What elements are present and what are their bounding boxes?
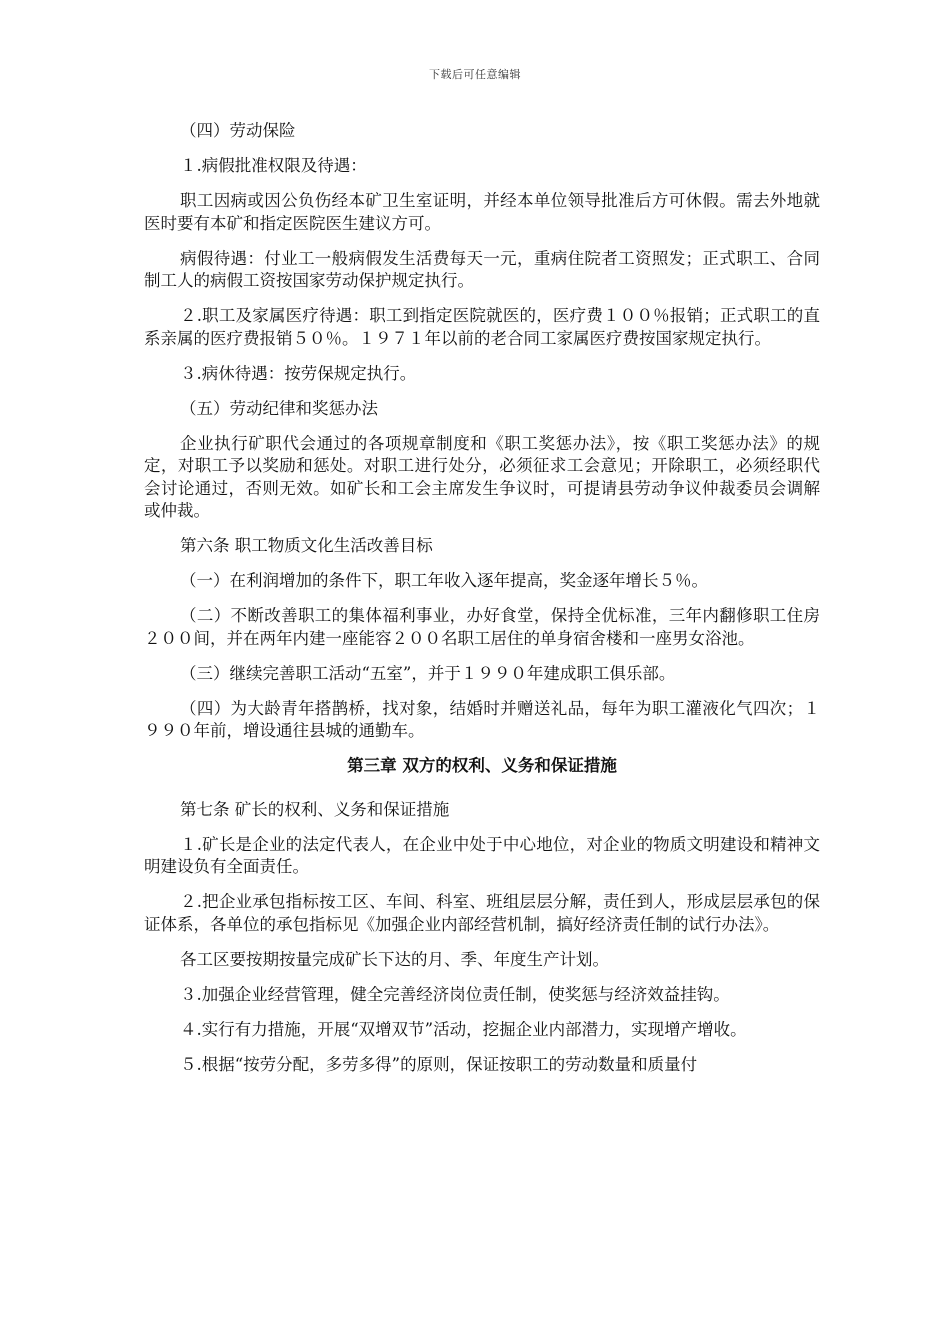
paragraph: 各工区要按期按量完成矿长下达的月、季、年度生产计划。 [180, 949, 609, 969]
list-item: （四）为大龄青年搭鹊桥，找对象，结婚时并赠送礼品，每年为职工灌液化气四次；１９９０年前，增设通往县城的通勤车。 [144, 698, 820, 740]
paragraph: 病假待遇：付业工一般病假发生活费每天一元，重病住院者工资照发；正式职工、合同制工人的病假工资按国家劳动保护规定执行。 [144, 248, 820, 290]
list-item: ５.根据“按劳分配，多劳多得”的原则，保证按职工的劳动数量和质量付 [180, 1054, 698, 1074]
list-item: １.矿长是企业的法定代表人，在企业中处于中心地位，对企业的物质文明建设和精神文明建设负有全面责任。 [144, 834, 820, 876]
list-item: ２.把企业承包指标按工区、车间、科室、班组层层分解，责任到人，形成层层承包的保证体系，各单位的承包指标见《加强企业内部经营机制，搞好经济责任制的试行办法》。 [144, 892, 820, 934]
list-item: １.病假批准权限及待遇： [180, 156, 367, 175]
article-heading: 第六条 职工物质文化生活改善目标 [180, 536, 433, 555]
document-body [144, 120, 820, 1089]
list-item: （一）在利润增加的条件下，职工年收入逐年提高，奖金逐年增长５％。 [180, 571, 708, 590]
list-item: （三）继续完善职工活动“五室”，并于１９９０年建成职工俱乐部。 [180, 663, 676, 683]
list-item: ２.职工及家属医疗待遇：职工到指定医院就医的，医疗费１００％报销；正式职工的直系亲属的医疗费报销５０％。１９７１年以前的老合同工家属医疗费按国家规定执行。 [144, 306, 820, 348]
list-item: ３.病休待遇：按劳保规定执行。 [180, 363, 417, 383]
list-item: ４.实行有力措施，开展“双增双节”活动，挖掘企业内部潜力，实现增产增收。 [180, 1019, 747, 1039]
section-heading: （五）劳动纪律和奖惩办法 [180, 398, 378, 418]
list-item: ３.加强企业经营管理，健全完善经济岗位责任制，使奖惩与经济效益挂钩。 [180, 984, 730, 1004]
article-heading: 第七条 矿长的权利、义务和保证措施 [180, 799, 450, 819]
list-item: （二）不断改善职工的集体福利事业，办好食堂，保持全优标准，三年内翻修职工住房２００间，并在两年内建一座能容２００名职工居住的单身宿舍楼和一座男女浴池。 [144, 606, 820, 648]
paragraph: 企业执行矿职代会通过的各项规章制度和《职工奖惩办法》，按《职工奖惩办法》的规定，对职工予以奖励和惩处。对职工进行处分，必须征求工会意见；开除职工，必须经职代会讨论通过，否则无效。如矿长和工会主席发生争议时，可提请县劳动争议仲裁委员会调解或仲裁。 [144, 433, 820, 520]
paragraph: 职工因病或因公负伤经本矿卫生室证明，并经本单位领导批准后方可休假。需去外地就医时要有本矿和指定医院医生建议方可。 [144, 191, 820, 233]
section-heading: （四）劳动保险 [180, 121, 296, 140]
chapter-title: 第三章 双方的权利、义务和保证措施 [347, 756, 617, 775]
header-note: 下载后可任意编辑 [429, 68, 521, 81]
